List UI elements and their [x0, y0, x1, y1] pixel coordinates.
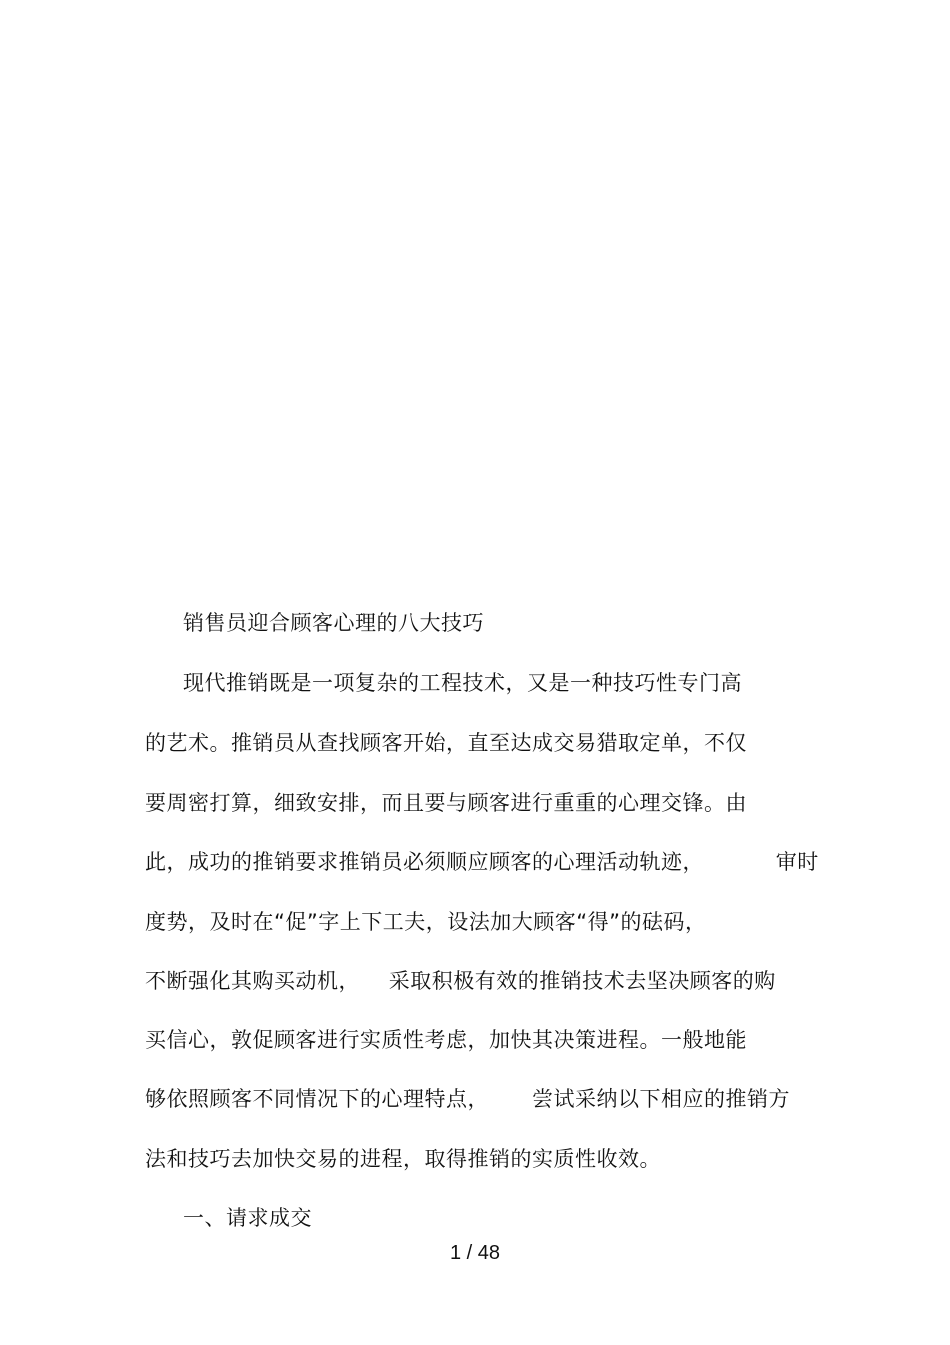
paragraph-line: 现代推销既是一项复杂的工程技术，又是一种技巧性专门高 — [183, 671, 742, 695]
paragraph-line: 此，成功的推销要求推销员必须顺应顾客的心理活动轨迹， 审时 — [145, 850, 819, 874]
paragraph-line: 够依照顾客不同情况下的心理特点， 尝试采纳以下相应的推销方 — [145, 1087, 791, 1111]
paragraph-line: 要周密打算，细致安排，而且要与顾客进行重重的心理交锋。由 — [145, 791, 747, 815]
page-number: 1 / 48 — [449, 1242, 501, 1264]
paragraph-line: 度势，及时在“促”字上下工夫，设法加大顾客“得”的砝码， — [145, 910, 707, 934]
paragraph-line: 法和技巧去加快交易的进程，取得推销的实质性收效。 — [145, 1147, 661, 1171]
document-title: 销售员迎合顾客心理的八大技巧 — [183, 611, 484, 635]
paragraph-line: 不断强化其购买动机， 采取积极有效的推销技术去坚决顾客的购 — [145, 969, 776, 993]
section-heading: 一、请求成交 — [183, 1206, 312, 1230]
paragraph-line: 买信心，敦促顾客进行实质性考虑，加快其决策进程。一般地能 — [145, 1028, 747, 1052]
paragraph-line: 的艺术。推销员从查找顾客开始，直至达成交易猎取定单，不仅 — [145, 731, 747, 755]
